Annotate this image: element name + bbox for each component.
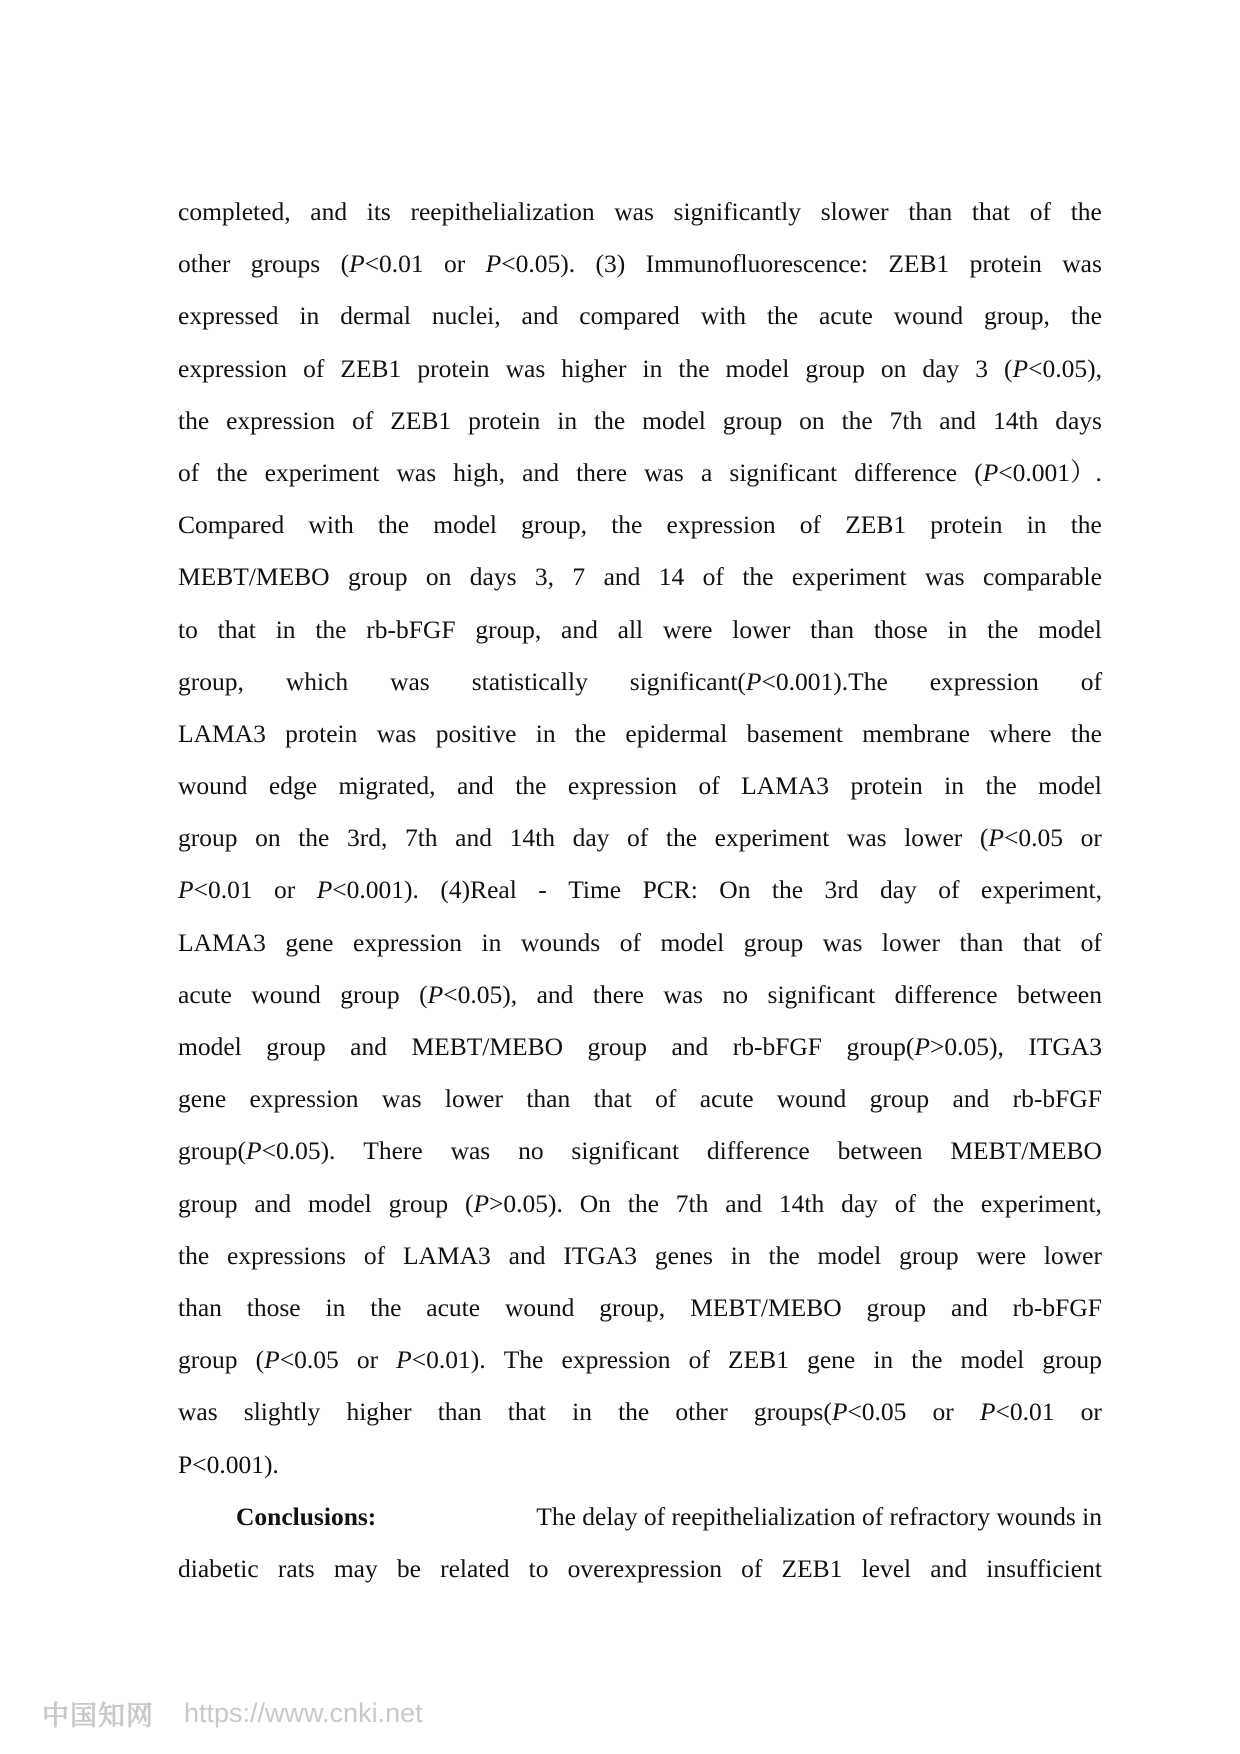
- text-line: gene expression was lower than that of acute wound group and rb-bFGF: [178, 1084, 1102, 1114]
- text-line: acute wound group (P<0.05), and there was no significant difference between: [178, 979, 1102, 1009]
- text-line: completed, and its reepithelialization was significantly slower than that of the: [178, 197, 1102, 226]
- text-line: to that in the rb-bFGF group, and all were lower than those in the model: [178, 614, 1102, 644]
- watermark-url: https://www.cnki.net: [184, 1697, 423, 1728]
- document-text: [178, 186, 1102, 1595]
- text-line: the expressions of LAMA3 and ITGA3 genes in the model group were lower: [178, 1240, 1102, 1270]
- watermark-logo: 中国知网: [42, 1700, 154, 1731]
- conclusions-text: The delay of reepithelialization of refractory wounds in: [530, 1501, 1102, 1531]
- text-line: expression of ZEB1 protein was higher in the model group on day 3 (P<0.05),: [178, 353, 1102, 383]
- text-line: MEBT/MEBO group on days 3, 7 and 14 of the experiment was comparable: [178, 562, 1102, 592]
- text-line: of the experiment was high, and there was a significant difference (P<0.001）.: [178, 457, 1102, 487]
- text-line: group and model group (P>0.05). On the 7th and 14th day of the experiment,: [178, 1188, 1102, 1218]
- text-line: group, which was statistically significant(P<0.001).The expression of: [178, 666, 1102, 696]
- text-line: diabetic rats may be related to overexpression of ZEB1 level and insufficient: [178, 1553, 1102, 1583]
- text-line: than those in the acute wound group, MEBT/MEBO group and rb-bFGF: [178, 1292, 1102, 1322]
- text-line: model group and MEBT/MEBO group and rb-bFGF group(P>0.05), ITGA3: [178, 1032, 1102, 1061]
- text-line: other groups (P<0.01 or P<0.05). (3) Immunofluorescence: ZEB1 protein was: [178, 249, 1102, 279]
- text-line: LAMA3 gene expression in wounds of model group was lower than that of: [178, 927, 1102, 957]
- text-line: P<0.001).: [178, 1449, 279, 1479]
- text-line: was slightly higher than that in the other groups(P<0.05 or P<0.01 or: [178, 1397, 1102, 1427]
- text-line: P<0.01 or P<0.001). (4)Real - Time PCR: On the 3rd day of experiment,: [178, 875, 1102, 905]
- text-line: expressed in dermal nuclei, and compared with the acute wound group, the: [178, 301, 1102, 331]
- cnki-watermark: [42, 1693, 423, 1733]
- text-line: the expression of ZEB1 protein in the model group on the 7th and 14th days: [178, 405, 1102, 435]
- conclusions-line: [178, 1491, 1102, 1543]
- text-line: group (P<0.05 or P<0.01). The expression of ZEB1 gene in the model group: [178, 1345, 1102, 1375]
- text-line: Compared with the model group, the expression of ZEB1 protein in the: [178, 510, 1102, 540]
- text-line: group(P<0.05). There was no significant difference between MEBT/MEBO: [178, 1136, 1102, 1166]
- text-line: group on the 3rd, 7th and 14th day of the experiment was lower (P<0.05 or: [178, 823, 1102, 853]
- text-line: LAMA3 protein was positive in the epidermal basement membrane where the: [178, 718, 1102, 748]
- text-line: wound edge migrated, and the expression of LAMA3 protein in the model: [178, 771, 1102, 801]
- conclusions-label: Conclusions:: [236, 1501, 377, 1531]
